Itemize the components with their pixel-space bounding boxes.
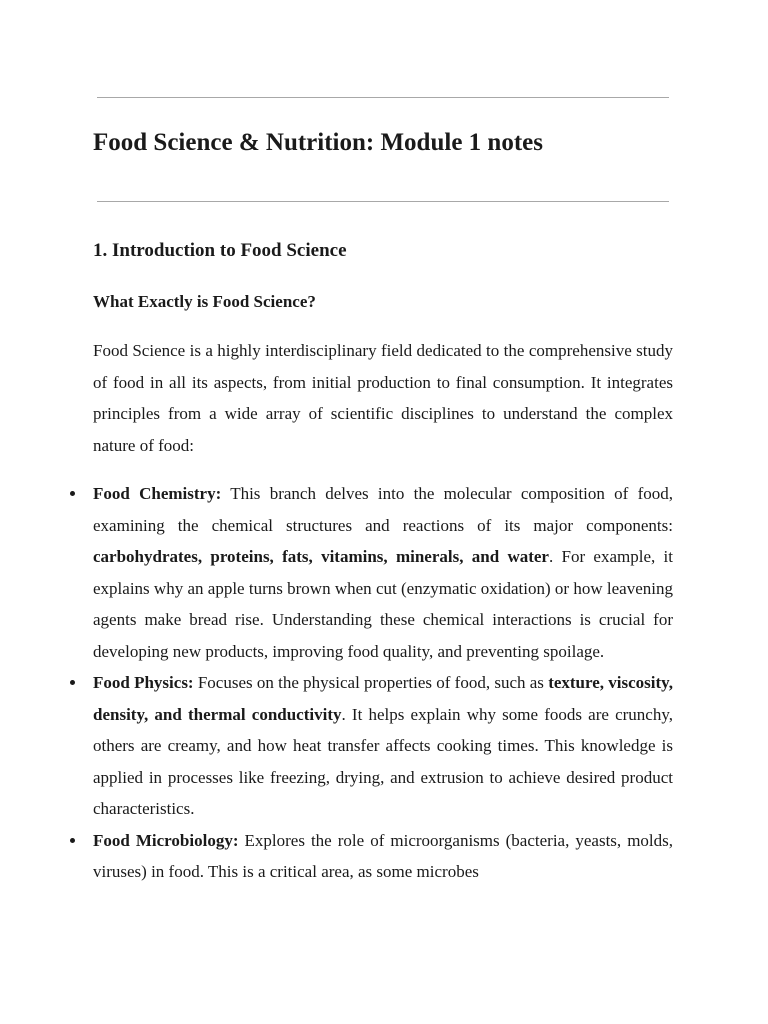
section-heading: 1. Introduction to Food Science xyxy=(93,240,347,261)
sub-heading: What Exactly is Food Science? xyxy=(93,292,316,311)
top-divider xyxy=(97,97,669,98)
title-divider xyxy=(97,201,669,202)
topics-list xyxy=(93,478,673,888)
term-label: Food Physics: xyxy=(93,673,194,692)
term-label: Food Chemistry: xyxy=(93,484,222,503)
body-text: . It helps explain why some foods are crunchy, others are creamy, and how heat transfer affects cooking times. This knowledge is applied in processes like freezing, drying, and extrusion to achieve desired product characteristics. xyxy=(93,704,673,818)
bullet-icon xyxy=(70,838,75,843)
list-item-food-microbiology xyxy=(93,825,673,888)
body-text: . For example, it explains why an apple turns brown when cut (enzymatic oxidation) or how leavening agents make bread rise. Understanding these chemical interactions is crucial for developing new products, improving food quality, and preventing spoilage. xyxy=(93,547,673,661)
bullet-icon xyxy=(70,680,75,685)
list-item-food-chemistry xyxy=(93,478,673,667)
emphasis-text: texture, viscosity, density, and thermal conductivity xyxy=(93,673,673,724)
body-text: Explores the role of microorganisms (bacteria, yeasts, molds, viruses) in food. This is a critical area, as some microbes xyxy=(93,830,674,881)
term-label: Food Microbiology: xyxy=(93,830,239,850)
emphasis-text: carbohydrates, proteins, fats, vitamins, minerals, and water xyxy=(93,547,549,566)
bullet-icon xyxy=(70,491,75,496)
intro-paragraph: Food Science is a highly interdisciplinary field dedicated to the comprehensive study of food in all its aspects, from initial production to final consumption. It integrates principles from a wide array of scientific disciplines to understand the complex nature of food: xyxy=(93,341,673,455)
body-text: This branch delves into the molecular composition of food, examining the chemical structures and reactions of its major components: xyxy=(93,484,674,535)
body-text: Focuses on the physical properties of food, such as xyxy=(193,673,549,692)
document-title: Food Science & Nutrition: Module 1 notes xyxy=(93,129,543,156)
list-item-food-physics xyxy=(93,667,673,825)
